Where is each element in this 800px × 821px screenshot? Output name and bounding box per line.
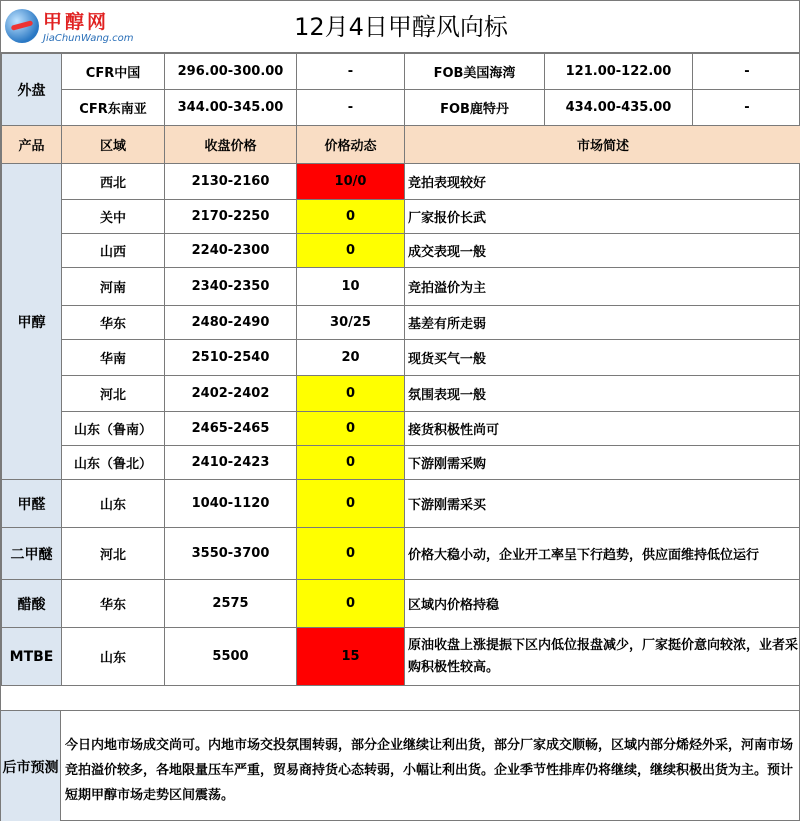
market-change: - — [297, 54, 405, 90]
table-row — [2, 90, 800, 126]
table-row — [2, 164, 800, 200]
market-price: 434.00-435.00 — [545, 90, 693, 126]
domestic-market-table — [1, 125, 800, 686]
summary-cell: 氛围表现一般 — [405, 376, 800, 412]
price-cell: 2130-2160 — [165, 164, 297, 200]
market-change: - — [297, 90, 405, 126]
price-cell: 2240-2300 — [165, 234, 297, 268]
summary-cell: 基差有所走弱 — [405, 306, 800, 340]
region-cell: 华东 — [62, 580, 165, 628]
price-cell: 2575 — [165, 580, 297, 628]
product-label: MTBE — [2, 628, 62, 686]
column-header-summary: 市场简述 — [405, 126, 800, 164]
price-cell: 2402-2402 — [165, 376, 297, 412]
summary-cell: 原油收盘上涨提振下区内低位报盘减少，厂家挺价意向较浓，业者采购积极性较高。 — [405, 628, 800, 686]
change-cell: 10 — [297, 268, 405, 306]
table-row — [2, 580, 800, 628]
price-cell: 2480-2490 — [165, 306, 297, 340]
column-header-region: 区域 — [62, 126, 165, 164]
table-row — [2, 268, 800, 306]
market-price: 344.00-345.00 — [165, 90, 297, 126]
logo-url: JiaChunWang.com — [43, 33, 134, 44]
region-cell: 关中 — [62, 200, 165, 234]
forecast-section — [1, 710, 800, 821]
page-title: 12月4日甲醇风向标 — [294, 13, 508, 41]
region-cell: 山西 — [62, 234, 165, 268]
table-row — [2, 446, 800, 480]
change-cell: 0 — [297, 580, 405, 628]
summary-cell: 接货积极性尚可 — [405, 412, 800, 446]
market-change: - — [693, 90, 800, 126]
column-header-product: 产品 — [2, 126, 62, 164]
external-label: 外盘 — [2, 54, 62, 126]
column-header-price-change: 价格动态 — [297, 126, 405, 164]
change-cell: 0 — [297, 528, 405, 580]
price-cell: 2340-2350 — [165, 268, 297, 306]
price-cell: 2510-2540 — [165, 340, 297, 376]
region-cell: 河北 — [62, 376, 165, 412]
market-name: FOB鹿特丹 — [405, 90, 545, 126]
summary-cell: 厂家报价长武 — [405, 200, 800, 234]
price-cell: 3550-3700 — [165, 528, 297, 580]
table-row — [2, 200, 800, 234]
column-header-close-price: 收盘价格 — [165, 126, 297, 164]
table-row — [2, 480, 800, 528]
region-cell: 华东 — [62, 306, 165, 340]
product-label: 甲醛 — [2, 480, 62, 528]
price-cell: 5500 — [165, 628, 297, 686]
table-row — [2, 340, 800, 376]
region-cell: 河南 — [62, 268, 165, 306]
table-row — [2, 528, 800, 580]
price-cell: 2170-2250 — [165, 200, 297, 234]
change-cell: 10/0 — [297, 164, 405, 200]
table-row — [2, 234, 800, 268]
price-cell: 1040-1120 — [165, 480, 297, 528]
price-cell: 2410-2423 — [165, 446, 297, 480]
market-change: - — [693, 54, 800, 90]
summary-cell: 成交表现一般 — [405, 234, 800, 268]
forecast-label: 后市预测 — [1, 711, 61, 821]
summary-cell: 竞拍表现较好 — [405, 164, 800, 200]
table-header-row — [2, 126, 800, 164]
region-cell: 华南 — [62, 340, 165, 376]
table-row — [2, 412, 800, 446]
change-cell: 20 — [297, 340, 405, 376]
table-row — [2, 306, 800, 340]
forecast-text: 今日内地市场成交尚可。内地市场交投氛围转弱，部分企业继续让利出货，部分厂家成交顺畅，区域内部分烯烃外采，河南市场竞拍溢价较多，各地限量压车严重，贸易商持货心态转弱，小幅让利出货。企业季节性排库仍将继续，继续积极出货为主。预计短期甲醇市场走势区间震荡。 — [65, 738, 794, 803]
change-cell: 0 — [297, 376, 405, 412]
change-cell: 15 — [297, 628, 405, 686]
header — [1, 1, 800, 53]
change-cell: 0 — [297, 446, 405, 480]
change-cell: 0 — [297, 412, 405, 446]
product-label: 醋酸 — [2, 580, 62, 628]
change-cell: 0 — [297, 480, 405, 528]
change-cell: 30/25 — [297, 306, 405, 340]
product-label: 甲醇 — [2, 164, 62, 480]
external-market-table — [1, 53, 800, 126]
table-row — [2, 376, 800, 412]
region-cell: 山东（鲁北） — [62, 446, 165, 480]
price-cell: 2465-2465 — [165, 412, 297, 446]
region-cell: 山东 — [62, 628, 165, 686]
table-row — [2, 628, 800, 686]
market-name: CFR中国 — [62, 54, 165, 90]
summary-cell: 下游刚需采买 — [405, 480, 800, 528]
region-cell: 西北 — [62, 164, 165, 200]
product-label: 二甲醚 — [2, 528, 62, 580]
region-cell: 山东 — [62, 480, 165, 528]
summary-cell: 区域内价格持稳 — [405, 580, 800, 628]
change-cell: 0 — [297, 200, 405, 234]
market-name: CFR东南亚 — [62, 90, 165, 126]
summary-cell: 竞拍溢价为主 — [405, 268, 800, 306]
market-price: 296.00-300.00 — [165, 54, 297, 90]
table-row — [2, 54, 800, 90]
change-cell: 0 — [297, 234, 405, 268]
summary-cell: 现货买气一般 — [405, 340, 800, 376]
region-cell: 山东（鲁南） — [62, 412, 165, 446]
summary-cell: 价格大稳小动，企业开工率呈下行趋势，供应面维持低位运行 — [405, 528, 800, 580]
summary-cell: 下游刚需采购 — [405, 446, 800, 480]
market-name: FOB美国海湾 — [405, 54, 545, 90]
market-price: 121.00-122.00 — [545, 54, 693, 90]
logo-text: 甲醇网 — [43, 11, 110, 33]
region-cell: 河北 — [62, 528, 165, 580]
